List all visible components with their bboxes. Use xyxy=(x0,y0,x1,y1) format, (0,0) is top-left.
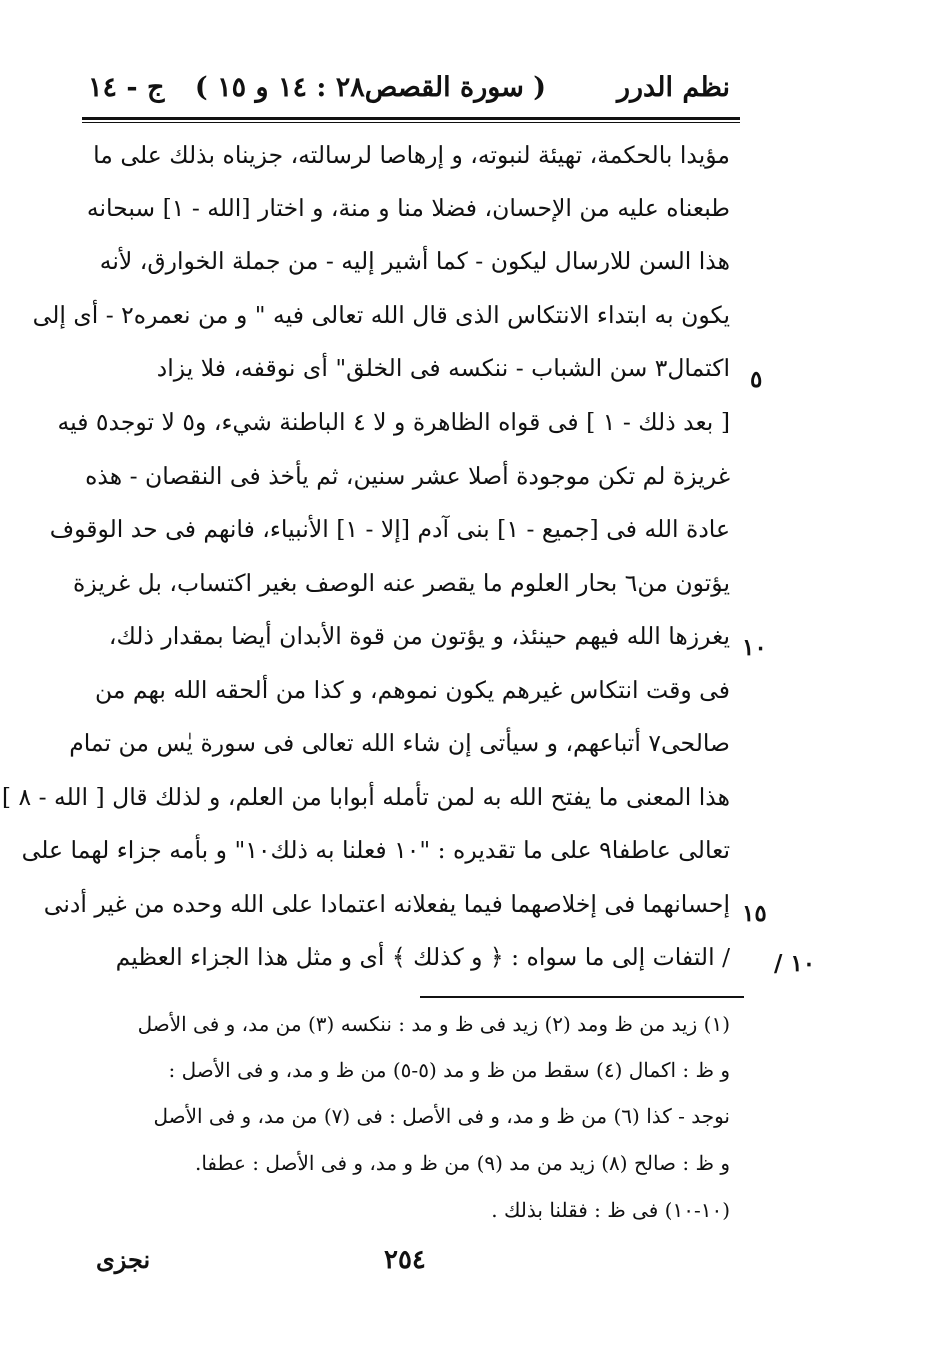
text-line-7: غريزة لم تكن موجودة أصلا عشر سنين، ثم يأخذ فى النقصان - هذه xyxy=(85,462,730,490)
line-number-10: ١٠ xyxy=(742,634,767,661)
margin-manuscript-ref: / ١٠ xyxy=(774,950,816,977)
text-line-15: إحسانهما فى إخلاصهما فيما يفعلانه اعتمادا على الله وحده من غير أدنى xyxy=(43,890,730,918)
text-line-3: هذا السن للارسال ليكون - كما أشير إليه - من جملة الخوارق، لأنه xyxy=(99,247,730,275)
text-line-4: يكون به ابتداء الانتكاس الذى قال الله تعالى فيه " و من نعمره٢ - أى إلى xyxy=(32,301,730,329)
running-header-book-title: نظم الدرر xyxy=(616,72,730,103)
text-line-13: هذا المعنى ما يفتح الله به لمن تأمله أبوابا من العلم، و لذلك قال [ الله - ٨ ] xyxy=(1,783,730,811)
text-line-11: فى وقت انتكاس غيرهم يكون نموهم، و كذا من ألحقه الله بهم من xyxy=(94,676,730,704)
running-header-surah: ( سورة القصص٢٨ : ١٤ و ١٥ ) xyxy=(194,72,546,103)
running-header-volume: ج - ١٤ xyxy=(88,72,165,103)
text-line-1: مؤيدا بالحكمة، تهيئة لنبوته، و إرهاصا لرسالته، جزيناه بذلك على ما xyxy=(93,141,730,169)
header-rule-thick xyxy=(82,117,740,120)
text-line-10: يغرزها الله فيهم حينئذ، و يؤتون من قوة الأبدان أيضا بمقدار ذلك، xyxy=(108,622,730,650)
text-line-5: اكتمال٣ سن الشباب - ننكسه فى الخلق" أى نوقفه، فلا يزاد xyxy=(156,354,730,382)
text-line-2: طبعناه عليه من الإحسان، فضلا منا و منة، و اختار [الله - ١] سبحانه xyxy=(86,194,730,222)
footnote-separator xyxy=(420,996,744,998)
header-rule-thin xyxy=(82,122,740,123)
footnote-line-2: و ظ : اكمال (٤) سقط من ظ و مد (٥-٥) من ظ و مد، و فى الأصل : xyxy=(168,1058,730,1082)
footnote-line-4: و ظ : صالح (٨) زيد من مد (٩) من ظ و مد، و فى الأصل : عطفا. xyxy=(194,1151,730,1175)
page-number: ٢٥٤ xyxy=(384,1245,426,1275)
text-line-12: صالحى٧ أتباعهم، و سيأتى إن شاء الله تعالى فى سورة يٰس من تمام xyxy=(69,729,730,757)
footnote-line-5: (١٠-١٠) فى ظ : فقلنا بذلك . xyxy=(491,1198,730,1222)
text-line-14: تعالى عاطفا٩ على ما تقديره : "١٠ فعلنا به ذلك١٠" و بأمه جزاء لهما على xyxy=(21,836,730,864)
text-line-9: يؤتون من٦ بحار العلوم ما يقصر عنه الوصف بغير اكتساب، بل غريزة xyxy=(73,569,730,597)
footnote-line-1: (١) زيد من ظ ومد (٢) زيد فى ظ و مد : ننكسه (٣) من مد، و فى الأصل xyxy=(137,1012,730,1036)
line-number-15: ١٥ xyxy=(742,900,767,927)
text-line-6: [ بعد ذلك - ١ ] فى قواه الظاهرة و لا ٤ الباطنة شيء، و٥ لا توجد٥ فيه xyxy=(57,408,730,436)
text-line-8: عادة الله فى [جميع - ١] بنى آدم [إلا - ١] الأنبياء، فانهم فى حد الوقوف xyxy=(49,515,730,543)
footnote-line-3: نوجد - كذا (٦) من ظ و مد، و فى الأصل : فى (٧) من مد، و فى الأصل xyxy=(153,1104,730,1128)
line-number-5: ٥ xyxy=(750,366,763,393)
printer-mark: نجزى xyxy=(96,1245,151,1274)
text-line-16: / التفات إلى ما سواه : ﴿ و كذلك ﴾ أى و مثل هذا الجزاء العظيم xyxy=(115,943,730,971)
